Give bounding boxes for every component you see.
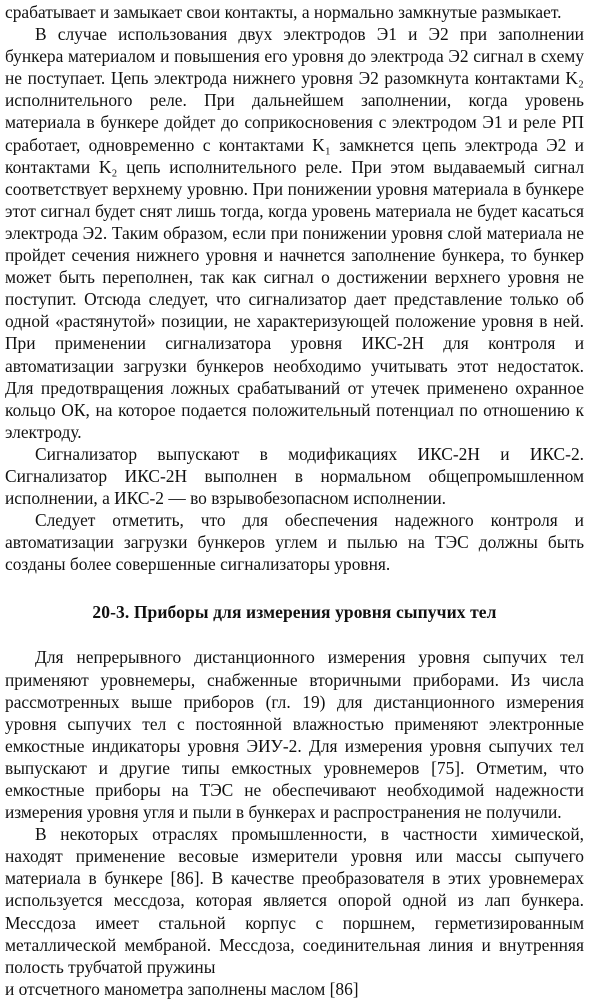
section-heading: 20-3. Приборы для измерения уровня сыпучих тел [92, 602, 497, 623]
paragraph-conclusion: Следует отметить, что для обеспечения надежного контроля и автоматизации загрузки бункеров углем и пылью на ТЭС должны быть созданы более совершенные сигнализаторы уровня. [5, 510, 584, 575]
document-page [0, 1, 600, 999]
paragraph-continuous-measurement: Для непрерывного дистанционного измерения уровня сыпучих тел применяют уровнемеры, снабженные вторичными приборами. Из числа рассмотренных выше приборов (гл. 19) для дистанционного измерения уровня сыпучих тел с постоянной влажностью применяют электронные емкостные индикаторы уровня ЭИУ-2. Для измерения уровня сыпучих тел выпускают и другие типы емкостных уровнемеров [75]. Отметим, что емкостные приборы на ТЭС не обеспечивают необходимой надежности измерения уровня угля и пыли в бункерах и распространения не получили. [5, 647, 584, 823]
cut-off-line: и отсчетного манометра заполнены маслом [86] [5, 978, 359, 999]
paragraph-continuation: срабатывает и замыкает свои контакты, а нормально замкнутые размыкает. [5, 2, 562, 22]
paragraph-modifications: Сигнализатор выпускают в модификациях ИКС-2Н и ИКС-2. Сигнализатор ИКС-2Н выполнен в нормальном общепромышленном исполнении, а ИКС-2 — во взрывобезопасном исполнении. [5, 443, 584, 509]
paragraph-electrodes: В случае использования двух электродов Э1 и Э2 при заполнении бункера материалом и повышения его уровня до электрода Э2 сигнал в схему не поступает. Цепь электрода нижнего уровня Э2 разомкнута контактами K₂ исполнительного реле. При дальнейшем заполнении, когда уровень материала в бункере дойдет до соприкосновения с электродом Э1 и реле РП сработает, одновременно с контактами K₁ замкнется цепь электрода Э2 и контактами K₂ цепь исполнительного реле. При этом выдаваемый сигнал соответствует верхнему уровню. При понижении уровня материала в бункере этот сигнал будет снят лишь тогда, когда уровень материала не будет касаться электрода Э2. Таким образом, если при понижении уровня слой материала не пройдет сечения нижнего уровня и начнется заполнение бункера, то бункер может быть переполнен, так как сигнал о достижении верхнего уровня не поступит. Отсюда следует, что сигнализатор дает представление только об одной «растянутой» позиции, не характеризующей положение уровня в ней. При применении сигнализатора уровня ИКС-2Н для контроля и автоматизации загрузки бункеров необходимо учитывать этот недостаток. Для предотвращения ложных срабатываний от утечек применено охранное кольцо ОК, на которое подается положительный потенциал по отношению к электроду. [5, 24, 584, 442]
paragraph-weight-meters: В некоторых отраслях промышленности, в частности химической, находят применение весовые измерители уровня или массы сыпучего материала в бункере [86]. В качестве преобразователя в этих уровнемерах используется мессдоза, которая является опорой одной из лап бункера. Мессдоза имеет стальной корпус с поршнем, герметизированным металлической мембраной. Мессдоза, соединительная линия и внутренняя полость трубчатой пружины [5, 824, 584, 977]
